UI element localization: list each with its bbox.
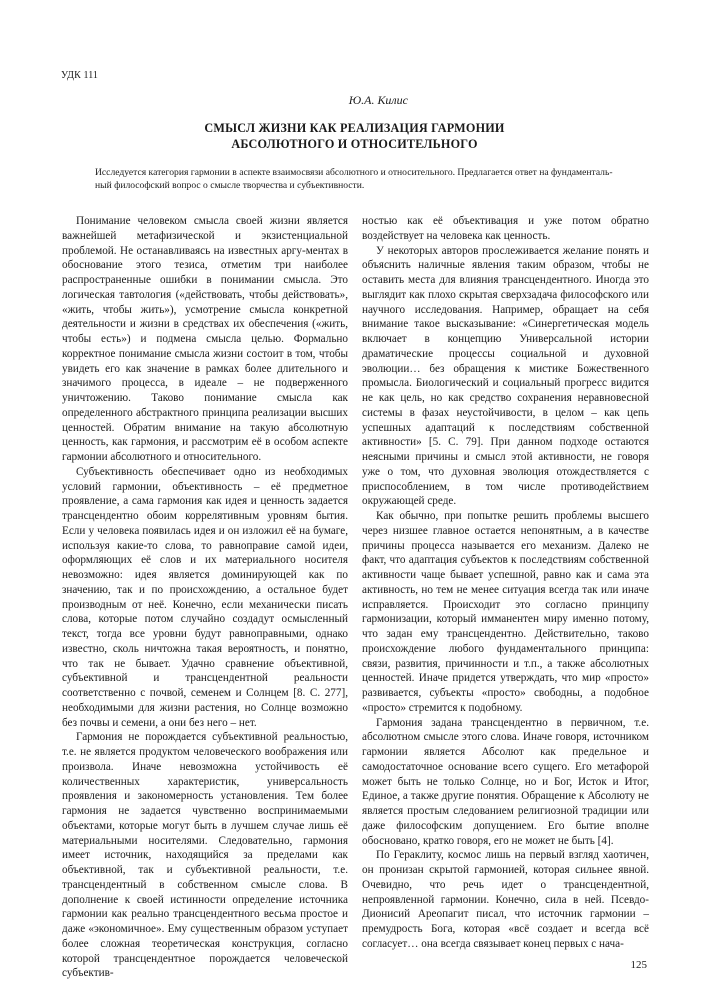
article-title xyxy=(61,120,648,152)
paragraph: Как обычно, при попытке решить проблемы высшего через низшее главное остается непонятным, а в качестве причины процесса называется его механизм. Далеко не факт, что адаптация субъектов к последствиям собственной активности чаще бывает успешной, равно как и сама эта активность, но тем не менее ситуация всегда так или иначе исправляется. Происходит это согласно принципу гармонизации, который имманентен миру именно потому, что задан ему трансцендентно. Действительно, таково происхождение любого фундаментального принципа: связи, развития, причинности и т.п., а также абсолютных ценностей. Иначе придется утверждать, что мир «просто» развивается, субъекты «просто» свободны, а подобное «просто» стремится к подобному. xyxy=(362,510,649,714)
paragraph-continuation: ностью как её объективация и уже потом обратно воздействует на человека как ценность. xyxy=(362,215,649,242)
paragraph: Гармония задана трансцендентно в первичном, т.е. абсолютном смысле этого слова. Иначе говоря, источником гармонии является Абсолют как предельное и самодостаточное основание всего сущего. Его метафорой может быть не только Солнце, но и Бог, Исток и Итог, Единое, а также другие понятия. Обращение к Абсолюту не является простым следованием религиозной традиции или даже философским допущением. Его бытие вполне обосновано, кратко говоря, его не может не быть [4]. xyxy=(362,716,649,847)
paragraph: Гармония не порождается субъективной реальностью, т.е. не является продуктом человеческого воображения или произвола. Иначе невозможна устойчивость её количественных характеристик, универсальность проявления и закономерность установления. Тем более гармония не задается чувственно воспринимаемыми объектами, которые могут быть в лучшем случае лишь её материальными носителями. Следовательно, гармония имеет источник, находящийся за пределами как объективной, так и субъективной реальности, т.е. трансцендентный в собственном смысле слова. В дополнение к своей истинности определение источника гармонии как реально трансцендентного весьма простое и даже «экономичное». Ему существенным образом уступает более сложная теоретическая конструкция, согласно которой трансцендентное порождается человеческой субъектив- xyxy=(62,731,348,980)
paragraph: У некоторых авторов прослеживается желание понять и объяснить наличные явления таким образом, чтобы не оставить места для влияния трансцендентного. Иногда это выглядит как плохо скрытая сверхзадача философского или научного исследования. Например, обращает на себя внимание такое высказывание: «Синергетическая модель включает в концепцию Универсальной истории драматические процессы социальной и духовной эволюции… без обращения к мистике Божественного промысла. Биологический и социальный прогресс видится не как цель, но как средство сохранения неравновесной системы в фазах неустойчивости, в целом – как цепь успешных адаптаций к последствиям собственной активности» [5. С. 79]. При данном подходе остаются неясными причины и смысл этой активности, не говоря уже о том, что духовная эволюция отождествляется с приспособлением, в том числе противодействием окружающей среде. xyxy=(362,244,649,508)
paragraph: По Гераклиту, космос лишь на первый взгляд хаотичен, он пронизан скрытой гармонией, которая сильнее явной. Очевидно, что речь идет о трансцендентной, непроявленной гармонии. Конечно, сила в ней. Псевдо-Дионисий Ареопагит писал, что источник гармонии – премудрость Бога, которая «всё создает и всегда всё согласует… она всегда связывает конец первых с нача- xyxy=(362,849,649,950)
paragraph: Субъективность обеспечивает одно из необходимых условий гармонии, объективность – её предметное проявление, а сама гармония как идея и ценность задается трансцендентно обоим коррелятивным уровням бытия. Если у человека появилась идея и он изложил её на бумаге, используя какие-то слова, то равноправие самой идеи, оформляющих её слов и их материального носителя невозможно: идея является доминирующей как по значению, так и по происхождению, а остальное будет производным от неё. Конечно, если механически писать слова, которые потом случайно создадут осмысленный текст, тогда все уровни будут равноправными, однако известно, сколь ничтожна такая вероятность, и понятно, что так не бывает. Удачно сравнение объективной, субъективной и трансцендентной реальности соответственно с почвой, семенем и Солнцем [8. С. 277], необходимыми для жизни растения, но Солнце возможно без почвы и семени, а они без него – нет. xyxy=(62,465,348,729)
paragraph: Понимание человеком смысла своей жизни является важнейшей метафизической и экзистенциальной проблемой. Не останавливаясь на известных аргу-ментах в обоснование этого тезиса, отметим три наиболее распространенные ошибки в понимании смысла. Это логическая тавтология («действовать, чтобы действовать», «жить, чтобы жить»), усмотрение смысла конкретной деятельности и жизни в средствах их обеспечения («жить, чтобы есть») и подмена смысла целью. Формально корректное понимание смысла жизни состоит в том, чтобы увидеть его как значение в рамках более длительного и значимого процесса, в идеале – не подверженного уничтожению. Таково понимание смысла как определенного абстрактного принципа реализации высших ценностей. Обратим внимание на такую абсолютную ценность, как гармония, и рассмотрим её в особом аспекте гармонии абсолютного и относительного. xyxy=(62,215,348,463)
left-column xyxy=(62,214,348,981)
title-line-1: СМЫСЛ ЖИЗНИ КАК РЕАЛИЗАЦИЯ ГАРМОНИИ xyxy=(204,121,505,135)
udk-code: УДК 111 xyxy=(61,70,99,81)
right-column xyxy=(362,214,649,952)
title-line-2: АБСОЛЮТНОГО И ОТНОСИТЕЛЬНОГО xyxy=(231,137,478,151)
page-number: 125 xyxy=(630,959,647,971)
abstract: Исследуется категория гармонии в аспекте взаимосвязи абсолютного и относительного. Предлагается ответ на фундаменталь-ный философский вопрос о смысле творчества и субъективности. xyxy=(95,167,613,191)
author-name: Ю.А. Килис xyxy=(348,93,408,107)
